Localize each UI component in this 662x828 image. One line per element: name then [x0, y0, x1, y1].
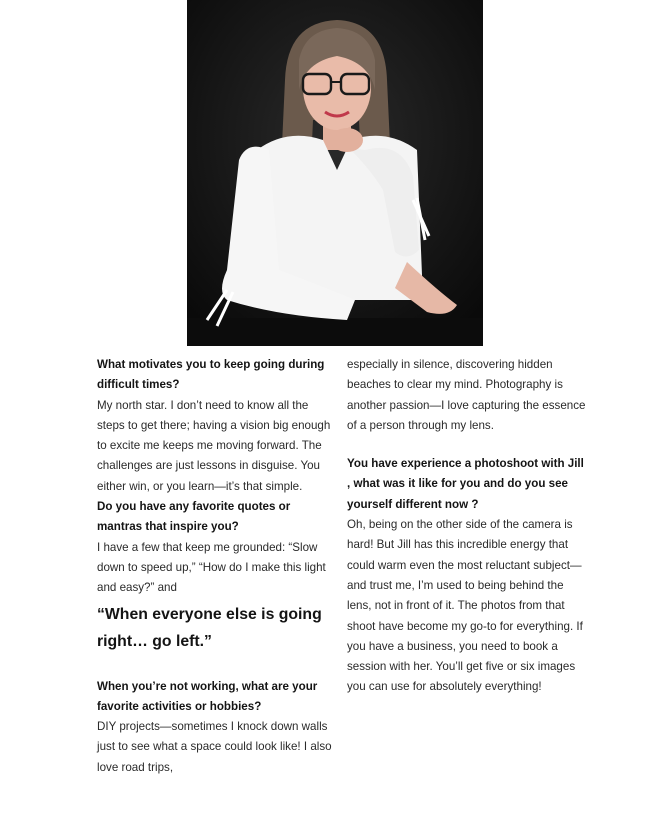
spacer [347, 436, 587, 454]
portrait-illustration [187, 0, 483, 346]
question-quotes: Do you have any favorite quotes or mantras that inspire you? [97, 500, 291, 534]
question-hobbies: When you’re not working, what are your favorite activities or hobbies? [97, 679, 318, 713]
featured-quote: “When everyone else is going right… go left.” [97, 605, 322, 650]
right-column [347, 355, 587, 698]
answer-quotes: I have a few that keep me grounded: “Slow down to speed up,” “How do I make this light and easy?” and [97, 540, 326, 595]
answer-hobbies-continued: especially in silence, discovering hidden beaches to clear my mind. Photography is another passion—I love capturing the essence of a person through my lens. [347, 358, 586, 432]
answer-photoshoot: Oh, being on the other side of the camera is hard! But Jill has this incredible energy that could warm even the most reluctant subject—and trust me, I’m used to being behind the lens, not in front of it. The photos from that shoot have become my go-to for everything. If you have a business, you need to book a session with her. You’ll get five or six images you can use for absolutely everything! [347, 518, 583, 694]
spacer [97, 655, 337, 677]
left-column [97, 355, 337, 778]
portrait-photo [187, 0, 483, 346]
answer-hobbies: DIY projects—sometimes I knock down walls just to see what a space could look like! I also love road trips, [97, 720, 332, 774]
answer-motivation: My north star. I don’t need to know all the steps to get there; having a vision big enough to excite me keeps me moving forward. The challenges are just lessons in disguise. You either win, or you learn—it’s that simple. [97, 398, 331, 493]
question-photoshoot: You have experience a photoshoot with Jill , what was it like for you and do you see yourself different now ? [347, 457, 584, 511]
question-motivation: What motivates you to keep going during difficult times? [97, 358, 325, 392]
